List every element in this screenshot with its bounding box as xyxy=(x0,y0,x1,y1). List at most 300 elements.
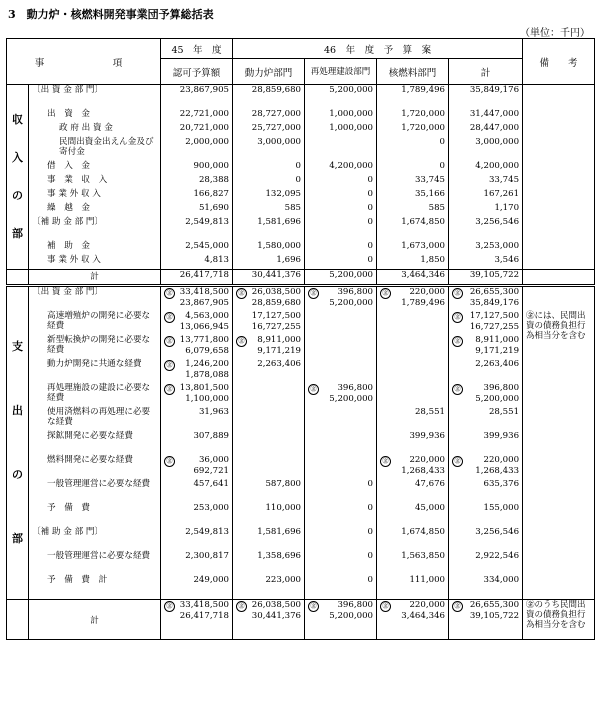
value-bottom xyxy=(236,466,301,477)
investment-mark-icon: ㊎ xyxy=(164,384,175,395)
cell-value xyxy=(233,503,305,527)
cell-value: 0 xyxy=(305,241,377,255)
cell-value xyxy=(377,286,449,312)
row-label: 事 業 収 入 xyxy=(29,175,161,189)
section-char: 出 xyxy=(12,404,23,417)
total-value: 39,105,722 xyxy=(449,270,523,286)
value-bottom xyxy=(164,538,229,549)
value-bottom xyxy=(452,586,519,597)
cell-value xyxy=(161,455,233,479)
section-char: の xyxy=(12,468,23,481)
cell-value: 28,388 xyxy=(161,175,233,189)
value-bottom xyxy=(164,490,229,501)
budget-table xyxy=(6,38,595,640)
value-bottom xyxy=(236,490,301,501)
value-top xyxy=(380,311,445,322)
cell-value: 3,256,546 xyxy=(449,217,523,241)
income-row xyxy=(7,175,595,189)
row-label: 〔補 助 金 部 門〕 xyxy=(29,527,161,551)
row-label: 補 助 金 xyxy=(29,241,161,255)
remark-cell xyxy=(523,286,595,312)
value-bottom xyxy=(164,418,229,429)
value-bottom xyxy=(236,442,301,453)
value-top: 13,771,800 xyxy=(179,335,230,345)
cell-value: 0 xyxy=(305,203,377,217)
expense-row xyxy=(7,335,595,359)
cell-value: 585 xyxy=(233,203,305,217)
value-bottom: 5,200,000 xyxy=(329,611,374,621)
header-fy45-bottom: 認可予算額 xyxy=(161,59,233,85)
value-top: 26,655,300 xyxy=(469,287,520,297)
income-row xyxy=(7,109,595,123)
cell-value xyxy=(305,551,377,575)
value-bottom: 16,727,255 xyxy=(251,322,302,332)
income-row xyxy=(7,217,595,241)
cell-value: 1,000,000 xyxy=(305,123,377,137)
cell-value xyxy=(305,575,377,600)
cell-value xyxy=(305,479,377,503)
value-top xyxy=(308,455,373,466)
cell-value xyxy=(305,527,377,551)
cell-value xyxy=(161,551,233,575)
expense-row xyxy=(7,383,595,407)
value-top: 4,563,000 xyxy=(185,311,230,321)
value-bottom: 6,079,658 xyxy=(185,346,230,356)
investment-mark-icon: ㊎ xyxy=(452,384,463,395)
income-row xyxy=(7,137,595,161)
cell-value xyxy=(305,359,377,383)
cell-value xyxy=(377,551,449,575)
cell-value: 1,000,000 xyxy=(305,109,377,123)
cell-value: 4,200,000 xyxy=(449,161,523,175)
value-bottom: 1,789,496 xyxy=(401,298,446,308)
value-top: 2,263,406 xyxy=(257,359,302,369)
value-bottom: 1,268,433 xyxy=(475,466,520,476)
value-bottom xyxy=(164,514,229,525)
cell-value: 35,849,176 xyxy=(449,85,523,110)
value-top: 0 xyxy=(367,503,374,513)
expense-total-row xyxy=(7,600,595,640)
cell-value: 31,447,000 xyxy=(449,109,523,123)
cell-value xyxy=(305,503,377,527)
cell-value xyxy=(161,527,233,551)
cell-value: 1,674,850 xyxy=(377,217,449,241)
cell-value: 0 xyxy=(305,189,377,203)
value-bottom: 13,066,945 xyxy=(179,322,230,332)
value-top: 1,674,850 xyxy=(401,527,446,537)
value-top: 220,000 xyxy=(409,287,446,297)
value-top: 396,800 xyxy=(483,383,520,393)
investment-mark-icon: ㊎ xyxy=(164,601,175,612)
header-fuel: 核燃料部門 xyxy=(377,59,449,85)
income-row xyxy=(7,85,595,110)
section-blank xyxy=(7,270,29,286)
expense-row xyxy=(7,503,595,527)
investment-mark-icon: ㊎ xyxy=(308,601,319,612)
cell-value: 35,166 xyxy=(377,189,449,203)
value-top xyxy=(236,407,301,418)
cell-value: 3,253,000 xyxy=(449,241,523,255)
value-bottom: 28,859,680 xyxy=(251,298,302,308)
value-bottom: 1,878,088 xyxy=(185,370,230,380)
investment-mark-icon: ㊎ xyxy=(308,288,319,299)
value-top: 635,376 xyxy=(483,479,520,489)
value-bottom xyxy=(236,562,301,573)
cell-value: 132,095 xyxy=(233,189,305,203)
value-bottom: 26,417,718 xyxy=(179,611,230,621)
value-bottom xyxy=(236,538,301,549)
value-top: 31,963 xyxy=(198,407,230,417)
value-top: 249,000 xyxy=(193,575,230,585)
value-top: 0 xyxy=(367,551,374,561)
cell-value xyxy=(233,359,305,383)
cell-value xyxy=(377,575,449,600)
cell-value: 25,727,000 xyxy=(233,123,305,137)
investment-mark-icon: ㊎ xyxy=(452,336,463,347)
total-label: 計 xyxy=(29,600,161,640)
investment-mark-icon: ㊎ xyxy=(452,312,463,323)
investment-mark-icon: ㊎ xyxy=(452,288,463,299)
remark-cell xyxy=(523,109,595,123)
section-char: 部 xyxy=(12,532,23,545)
value-top: 111,000 xyxy=(409,575,446,585)
cell-value xyxy=(161,311,233,335)
row-label: 燃料開発に必要な経費 xyxy=(29,455,161,479)
income-row xyxy=(7,161,595,175)
investment-mark-icon: ㊎ xyxy=(380,601,391,612)
cell-value: 0 xyxy=(377,161,449,175)
row-label: 再処理施設の建設に必要な経費 xyxy=(29,383,161,407)
cell-value xyxy=(305,335,377,359)
cell-value xyxy=(449,431,523,455)
value-top: 33,418,500 xyxy=(179,600,230,610)
section-char: 収 xyxy=(12,113,23,126)
value-top: 155,000 xyxy=(483,503,520,513)
value-bottom xyxy=(452,514,519,525)
row-label: 一般管理運営に必要な経費 xyxy=(29,479,161,503)
value-top: 0 xyxy=(367,527,374,537)
cell-value: 33,745 xyxy=(449,175,523,189)
row-label: 〔補 助 金 部 門〕 xyxy=(29,217,161,241)
investment-mark-icon: ㊎ xyxy=(452,456,463,467)
remark-cell xyxy=(523,217,595,241)
value-bottom xyxy=(380,418,445,429)
cell-value xyxy=(449,575,523,600)
cell-value xyxy=(161,359,233,383)
cell-value: 28,859,680 xyxy=(233,85,305,110)
cell-value xyxy=(305,600,377,640)
value-bottom xyxy=(164,442,229,453)
cell-value: 23,867,905 xyxy=(161,85,233,110)
expense-row xyxy=(7,575,595,600)
cell-value xyxy=(233,600,305,640)
value-top: 223,000 xyxy=(265,575,302,585)
value-bottom xyxy=(164,562,229,573)
value-top: 28,551 xyxy=(414,407,446,417)
remark-cell xyxy=(523,189,595,203)
header-fy45-top: 45 年 度 xyxy=(161,39,233,59)
value-bottom xyxy=(308,370,373,381)
cell-value xyxy=(449,286,523,312)
value-bottom xyxy=(380,370,445,381)
remark-expense: ㊎には、民間出資の債務負担行為相当分を含む xyxy=(523,311,595,600)
expense-row xyxy=(7,551,595,575)
value-bottom: 1,100,000 xyxy=(185,394,230,404)
cell-value: 0 xyxy=(305,255,377,270)
value-bottom: 3,464,346 xyxy=(401,611,446,621)
cell-value xyxy=(305,455,377,479)
value-bottom xyxy=(380,346,445,357)
page-title: 3 動力炉・核燃料開発事業団予算総括表 xyxy=(8,8,214,21)
value-bottom: 30,441,376 xyxy=(251,611,302,621)
value-top: 47,676 xyxy=(414,479,446,489)
value-top: 8,911,000 xyxy=(257,335,302,345)
cell-value xyxy=(377,383,449,407)
value-bottom xyxy=(452,562,519,573)
row-label: 予 備 費 計 xyxy=(29,575,161,600)
cell-value xyxy=(449,551,523,575)
value-top xyxy=(308,431,373,442)
value-bottom: 39,105,722 xyxy=(469,611,520,621)
value-bottom xyxy=(452,442,519,453)
value-bottom xyxy=(236,418,301,429)
row-label: 探鉱開発に必要な経費 xyxy=(29,431,161,455)
value-top: 45,000 xyxy=(414,503,446,513)
investment-mark-icon: ㊎ xyxy=(452,601,463,612)
value-top: 2,922,546 xyxy=(475,551,520,561)
value-top: 28,551 xyxy=(488,407,520,417)
section-char: の xyxy=(12,189,23,202)
cell-value xyxy=(305,311,377,335)
remark-cell xyxy=(523,175,595,189)
cell-value xyxy=(377,600,449,640)
cell-value: 2,000,000 xyxy=(161,137,233,161)
cell-value xyxy=(233,286,305,312)
value-bottom: 35,849,176 xyxy=(469,298,520,308)
investment-mark-icon: ㊎ xyxy=(236,336,247,347)
section-blank xyxy=(7,600,29,640)
cell-value: 33,745 xyxy=(377,175,449,189)
value-bottom: 692,721 xyxy=(193,466,230,476)
cell-value: 1,850 xyxy=(377,255,449,270)
cell-value: 167,261 xyxy=(449,189,523,203)
cell-value xyxy=(305,383,377,407)
value-bottom xyxy=(380,490,445,501)
header-total: 計 xyxy=(449,59,523,85)
value-bottom: 1,268,433 xyxy=(401,466,446,476)
income-row xyxy=(7,189,595,203)
investment-mark-icon: ㊎ xyxy=(380,288,391,299)
value-bottom xyxy=(236,394,301,405)
cell-value xyxy=(449,479,523,503)
value-top xyxy=(380,335,445,346)
section-label-expense xyxy=(7,286,29,600)
value-top: 1,358,696 xyxy=(257,551,302,561)
value-bottom xyxy=(308,418,373,429)
value-top: 36,000 xyxy=(198,455,230,465)
value-top: 17,127,500 xyxy=(251,311,302,321)
value-top: 334,000 xyxy=(483,575,520,585)
cell-value xyxy=(449,455,523,479)
value-bottom xyxy=(452,538,519,549)
cell-value xyxy=(377,359,449,383)
value-top: 3,256,546 xyxy=(475,527,520,537)
value-top: 253,000 xyxy=(193,503,230,513)
value-top: 396,800 xyxy=(337,287,374,297)
row-label: 使用済燃料の再処理に必要な経費 xyxy=(29,407,161,431)
cell-value: 0 xyxy=(377,137,449,161)
cell-value: 1,580,000 xyxy=(233,241,305,255)
value-bottom xyxy=(164,586,229,597)
value-top: 307,889 xyxy=(193,431,230,441)
income-row xyxy=(7,241,595,255)
investment-mark-icon: ㊎ xyxy=(164,312,175,323)
cell-value xyxy=(377,503,449,527)
total-label: 計 xyxy=(29,270,161,286)
remark-cell xyxy=(523,85,595,110)
cell-value: 5,200,000 xyxy=(305,85,377,110)
value-top: 396,800 xyxy=(337,600,374,610)
value-top: 8,911,000 xyxy=(475,335,520,345)
cell-value: 2,545,000 xyxy=(161,241,233,255)
cell-value: 3,546 xyxy=(449,255,523,270)
expense-row xyxy=(7,527,595,551)
cell-value xyxy=(161,286,233,312)
value-bottom xyxy=(236,370,301,381)
value-top: 26,038,500 xyxy=(251,287,302,297)
section-char: 部 xyxy=(12,227,23,240)
cell-value: 900,000 xyxy=(161,161,233,175)
income-row xyxy=(7,255,595,270)
value-top xyxy=(380,359,445,370)
header-reprocess: 再処理建設部門 xyxy=(305,59,377,85)
value-bottom xyxy=(236,514,301,525)
cell-value xyxy=(233,527,305,551)
cell-value: 0 xyxy=(305,175,377,189)
value-top: 0 xyxy=(367,575,374,585)
value-top xyxy=(380,383,445,394)
value-bottom xyxy=(380,514,445,525)
row-label: 事 業 外 収 入 xyxy=(29,189,161,203)
row-label: 動力炉開発に共通な経費 xyxy=(29,359,161,383)
cell-value xyxy=(161,431,233,455)
remark-total: ㊎のうち民間出資の債務負担行為相当分を含む xyxy=(523,600,595,640)
cell-value: 1,720,000 xyxy=(377,123,449,137)
value-bottom: 5,200,000 xyxy=(475,394,520,404)
value-top xyxy=(236,431,301,442)
cell-value xyxy=(233,335,305,359)
cell-value xyxy=(233,455,305,479)
remark-cell xyxy=(523,270,595,286)
cell-value: 1,696 xyxy=(233,255,305,270)
investment-mark-icon: ㊎ xyxy=(164,456,175,467)
cell-value xyxy=(161,335,233,359)
cell-value xyxy=(233,551,305,575)
row-label: 出 資 金 xyxy=(29,109,161,123)
investment-mark-icon: ㊎ xyxy=(164,336,175,347)
expense-row xyxy=(7,479,595,503)
remark-cell xyxy=(523,203,595,217)
value-bottom xyxy=(452,418,519,429)
cell-value xyxy=(377,479,449,503)
value-bottom xyxy=(452,370,519,381)
value-top xyxy=(308,335,373,346)
cell-value: 0 xyxy=(233,175,305,189)
cell-value: 1,720,000 xyxy=(377,109,449,123)
cell-value: 20,721,000 xyxy=(161,123,233,137)
cell-value xyxy=(449,407,523,431)
row-label: 〔出 資 金 部 門〕 xyxy=(29,85,161,110)
value-top xyxy=(236,455,301,466)
value-top: 26,038,500 xyxy=(251,600,302,610)
row-label: 〔出 資 金 部 門〕 xyxy=(29,286,161,312)
cell-value xyxy=(161,407,233,431)
investment-mark-icon: ㊎ xyxy=(164,360,175,371)
remark-cell xyxy=(523,241,595,255)
expense-row xyxy=(7,359,595,383)
investment-mark-icon: ㊎ xyxy=(236,601,247,612)
value-bottom xyxy=(380,562,445,573)
cell-value: 1,581,696 xyxy=(233,217,305,241)
cell-value xyxy=(449,503,523,527)
cell-value xyxy=(233,383,305,407)
value-bottom: 23,867,905 xyxy=(179,298,230,308)
cell-value: 28,727,000 xyxy=(233,109,305,123)
cell-value xyxy=(449,600,523,640)
cell-value xyxy=(305,407,377,431)
value-top: 1,246,200 xyxy=(185,359,230,369)
value-top: 2,263,406 xyxy=(475,359,520,369)
investment-mark-icon: ㊎ xyxy=(380,456,391,467)
cell-value xyxy=(377,527,449,551)
cell-value: 166,827 xyxy=(161,189,233,203)
cell-value xyxy=(377,407,449,431)
section-char: 入 xyxy=(12,151,23,164)
value-top: 17,127,500 xyxy=(469,311,520,321)
row-label: 事 業 外 収 入 xyxy=(29,255,161,270)
cell-value: 1,789,496 xyxy=(377,85,449,110)
row-label: 民間出資金出えん金及び寄付金 xyxy=(29,137,161,161)
cell-value xyxy=(449,311,523,335)
value-top: 587,800 xyxy=(265,479,302,489)
value-bottom xyxy=(236,586,301,597)
value-bottom xyxy=(380,394,445,405)
value-top: 220,000 xyxy=(409,455,446,465)
unit-label: （単位：千円） xyxy=(520,28,590,39)
value-top: 399,936 xyxy=(483,431,520,441)
cell-value xyxy=(161,383,233,407)
cell-value: 0 xyxy=(305,217,377,241)
value-top: 1,563,850 xyxy=(401,551,446,561)
expense-row xyxy=(7,455,595,479)
cell-value xyxy=(233,575,305,600)
cell-value: 585 xyxy=(377,203,449,217)
row-label: 高速増殖炉の開発に必要な経費 xyxy=(29,311,161,335)
expense-row xyxy=(7,407,595,431)
cell-value xyxy=(161,575,233,600)
cell-value xyxy=(377,311,449,335)
row-label: 一般管理運営に必要な経費 xyxy=(29,551,161,575)
income-total-row xyxy=(7,270,595,286)
cell-value: 4,200,000 xyxy=(305,161,377,175)
row-label: 政 府 出 資 金 xyxy=(29,123,161,137)
value-bottom: 5,200,000 xyxy=(329,394,374,404)
value-bottom xyxy=(308,466,373,477)
cell-value xyxy=(233,311,305,335)
total-value: 30,441,376 xyxy=(233,270,305,286)
value-top xyxy=(308,311,373,322)
value-top: 26,655,300 xyxy=(469,600,520,610)
